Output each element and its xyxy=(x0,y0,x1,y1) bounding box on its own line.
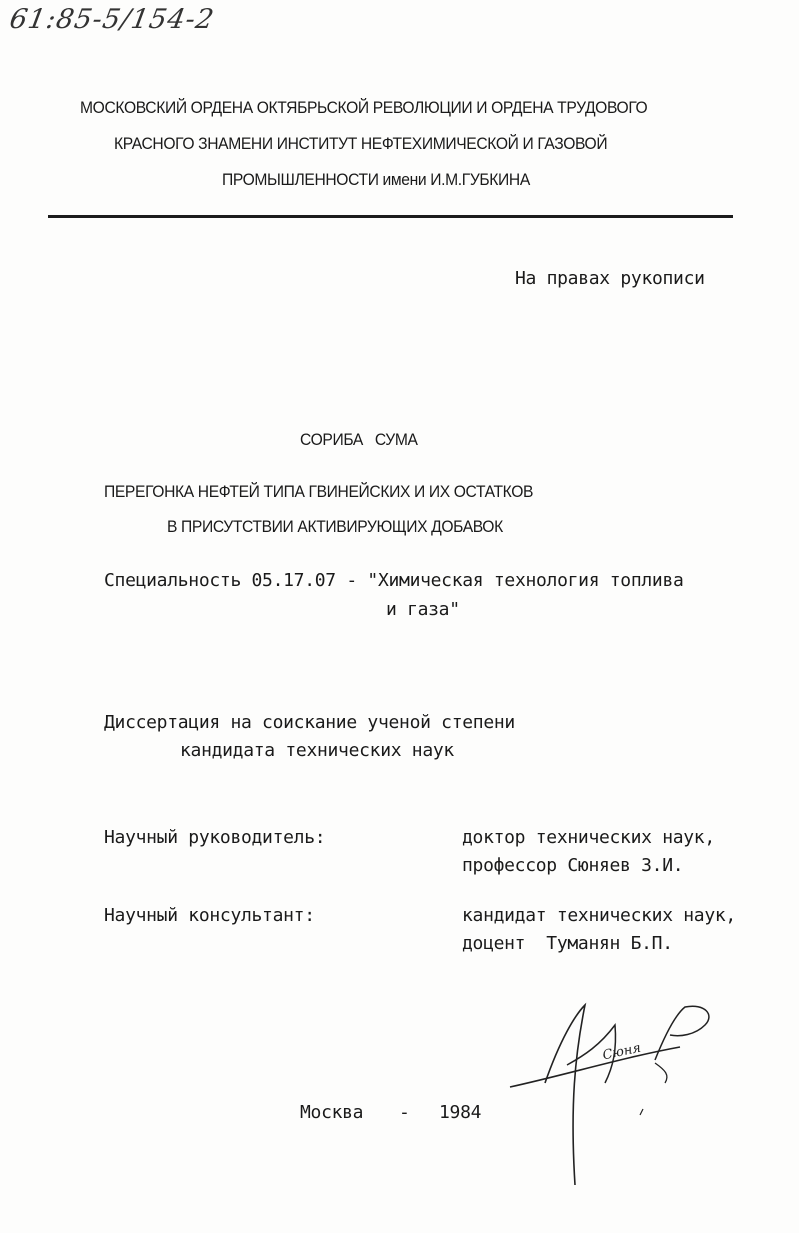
specialty-line-2: и газа" xyxy=(386,599,460,620)
supervisor-label: Научный руководитель: xyxy=(104,827,326,848)
consultant-label: Научный консультант: xyxy=(104,905,315,926)
supervisor-degree: доктор технических наук, xyxy=(462,827,715,848)
supervisor-name: профессор Сюняев З.И. xyxy=(462,855,684,876)
rights-note: На правах рукописи xyxy=(515,268,705,289)
archive-mark: 61:85-5/154-2 xyxy=(7,4,217,35)
institute-header-line-2: КРАСНОГО ЗНАМЕНИ ИНСТИТУТ НЕФТЕХИМИЧЕСКОЙ И ГАЗОВОЙ xyxy=(114,134,608,153)
city-year-dash: - xyxy=(399,1102,410,1123)
signature-text: Сюня xyxy=(601,1040,643,1064)
dissertation-title-line-2: В ПРИСУТСТВИИ АКТИВИРУЮЩИХ ДОБАВОК xyxy=(167,517,503,536)
handwritten-signature xyxy=(505,995,730,1185)
city: Москва xyxy=(300,1102,364,1123)
specialty-line-1: Специальность 05.17.07 - "Химическая технология топлива xyxy=(104,570,684,591)
year: 1984 xyxy=(439,1102,482,1123)
consultant-name: доцент Туманян Б.П. xyxy=(462,933,673,954)
consultant-degree: кандидат технических наук, xyxy=(462,905,736,926)
degree-line-1: Диссертация на соискание ученой степени xyxy=(104,712,515,733)
institute-header-line-1: МОСКОВСКИЙ ОРДЕНА ОКТЯБРЬСКОЙ РЕВОЛЮЦИИ И ОРДЕНА ТРУДОВОГО xyxy=(80,98,648,117)
institute-header-line-3: ПРОМЫШЛЕННОСТИ имени И.М.ГУБКИНА xyxy=(222,170,530,189)
degree-line-2: кандидата технических наук xyxy=(180,740,454,761)
header-divider xyxy=(48,215,733,218)
dissertation-title-line-1: ПЕРЕГОНКА НЕФТЕЙ ТИПА ГВИНЕЙСКИХ И ИХ ОСТАТКОВ xyxy=(104,482,534,501)
author-name: СОРИБА СУМА xyxy=(300,430,418,449)
